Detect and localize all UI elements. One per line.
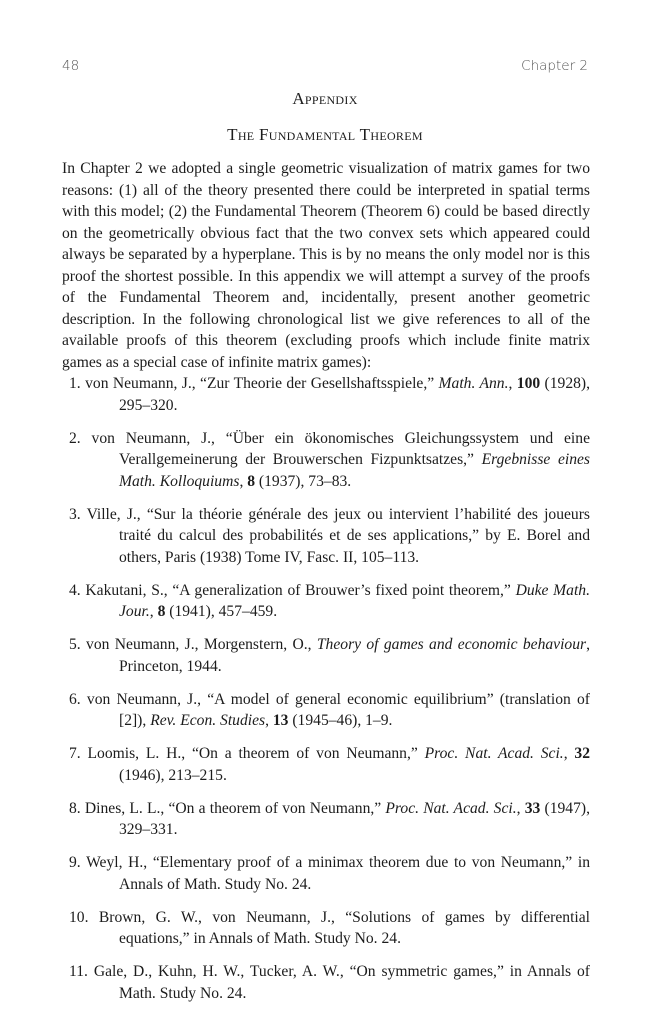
appendix-heading: Appendix xyxy=(292,89,358,108)
reference-text: Dines, L. L., “On a theorem of von Neumann,” xyxy=(84,799,386,817)
reference-number: 2. xyxy=(69,429,81,447)
reference-separator: , xyxy=(563,745,575,762)
reference-text: Ville, J., “Sur la théorie générale des jeux ou intervient l’habilité des joueurs traité du calcul des probabilités et de ses applications,” by E. Borel and others, Paris (1938) Tome IV, Fasc. II, 105–113. xyxy=(86,505,590,566)
reference-number: 5. xyxy=(69,636,81,653)
reference-item xyxy=(62,852,590,895)
reference-journal: Proc. Nat. Acad. Sci. xyxy=(385,799,517,817)
reference-details: (1941), 457–459. xyxy=(165,603,278,620)
reference-number: 9. xyxy=(69,854,81,871)
reference-separator: , xyxy=(149,603,158,620)
reference-details: (1928), 295–320. xyxy=(119,375,591,414)
reference-item xyxy=(62,504,590,569)
chapter-label: Chapter 2 xyxy=(521,58,588,74)
reference-details: (1946), 213–215. xyxy=(119,766,227,784)
reference-list xyxy=(62,373,590,1016)
reference-number: 1. xyxy=(69,375,81,392)
reference-item xyxy=(62,961,590,1004)
reference-volume: 13 xyxy=(272,712,289,729)
section-heading: The Fundamental Theorem xyxy=(227,125,423,144)
reference-number: 7. xyxy=(69,745,81,762)
reference-volume: 8 xyxy=(247,472,256,490)
reference-volume: 32 xyxy=(574,745,590,762)
reference-journal: Theory of games and economic behaviour xyxy=(316,636,587,653)
reference-volume: 33 xyxy=(524,799,541,817)
reference-number: 6. xyxy=(69,690,81,708)
page-number: 48 xyxy=(62,58,80,74)
reference-item xyxy=(62,428,590,493)
reference-journal: Duke Math. Jour. xyxy=(119,581,590,620)
reference-item xyxy=(62,580,590,623)
reference-text: Kakutani, S., “A generalization of Brouwer’s fixed point theorem,” xyxy=(85,581,516,599)
reference-text: Weyl, H., “Elementary proof of a minimax theorem due to von Neumann,” in Annals of Math. Study No. 24. xyxy=(86,854,590,893)
reference-separator: , Princeton, 1944. xyxy=(119,636,590,675)
reference-number: 10. xyxy=(69,908,89,926)
reference-details: (1947), 329–331. xyxy=(119,799,590,838)
reference-separator: , xyxy=(516,799,525,817)
reference-journal: Rev. Econ. Studies xyxy=(150,712,266,729)
reference-number: 3. xyxy=(69,505,81,523)
reference-item xyxy=(62,743,590,786)
reference-item xyxy=(62,373,590,416)
reference-text: Loomis, L. H., “On a theorem of von Neumann,” xyxy=(87,745,425,762)
reference-item xyxy=(62,798,590,841)
reference-item xyxy=(62,907,590,950)
reference-volume: 8 xyxy=(157,603,166,620)
intro-paragraph: In Chapter 2 we adopted a single geometric visualization of matrix games for two reasons: (1) all of the theory presented there could be interpreted in spatial terms with this model; (2) the Fundamental Theorem (Theorem 6) could be based directly on the geometrically obvious fact that the two convex sets which appeared could always be separated by a hyperplane. This is by no means the only model nor is this proof the shortest possible. In this appendix we will attempt a survey of the proofs of the Fundamental Theorem and, incidentally, present another geometric description. In the following chronological list we give references to all of the available proofs of this theorem (excluding proofs which include finite matrix games as a special case of infinite matrix games): xyxy=(62,160,590,371)
reference-journal: Ergebnisse eines Math. Kolloquiums xyxy=(119,451,590,490)
reference-text: Brown, G. W., von Neumann, J., “Solutions of games by differential equations,” in Annals of Math. Study No. 24. xyxy=(98,908,590,947)
reference-separator: , xyxy=(265,712,273,729)
reference-separator: , xyxy=(239,472,248,490)
reference-text: Gale, D., Kuhn, H. W., Tucker, A. W., “On symmetric games,” in Annals of Math. Study No. 24. xyxy=(93,963,590,1002)
reference-volume: 100 xyxy=(516,375,541,392)
reference-text: von Neumann, J., “Über ein ökonomisches Gleichungssystem und eine Verallgemeinerung der Brouwerschen Fizpunktsatzes,” xyxy=(91,429,590,468)
reference-journal: Proc. Nat. Acad. Sci. xyxy=(424,745,564,762)
reference-number: 4. xyxy=(69,581,81,599)
reference-text: von Neumann, J., “A model of general economic equilibrium” (translation of [2]), xyxy=(86,690,590,729)
reference-details: (1937), 73–83. xyxy=(255,472,352,490)
reference-text: von Neumann, J., Morgenstern, O., xyxy=(86,636,317,653)
reference-journal: Math. Ann. xyxy=(438,375,509,392)
running-head xyxy=(62,58,588,78)
reference-number: 8. xyxy=(69,799,81,817)
reference-item xyxy=(62,689,590,732)
reference-item xyxy=(62,634,590,677)
reference-details: (1945–46), 1–9. xyxy=(288,712,393,729)
reference-number: 11. xyxy=(69,963,88,980)
reference-separator: , xyxy=(508,375,517,392)
reference-text: von Neumann, J., “Zur Theorie der Gesellshaftsspiele,” xyxy=(85,375,439,392)
